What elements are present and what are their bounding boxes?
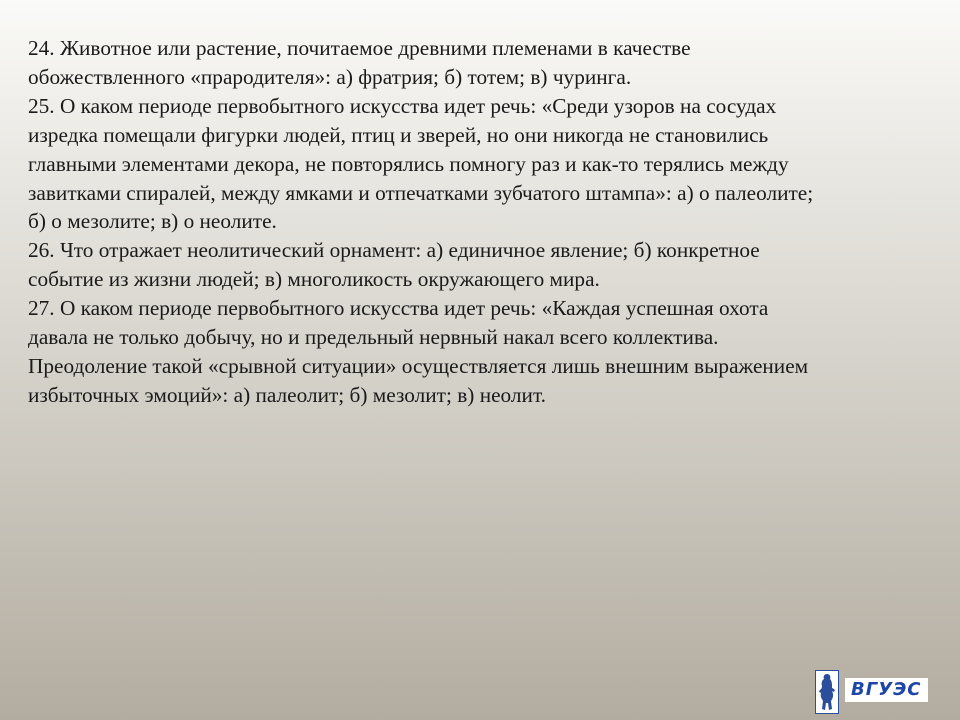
question-27	[28, 294, 928, 410]
question-25	[28, 92, 928, 237]
text-line: завитками спиралей, между ямками и отпечатками зубчатого штампа»: а) о палеолите;	[28, 180, 814, 205]
text-line: изредка помещали фигурки людей, птиц и зверей, но они никогда не становились	[28, 122, 769, 147]
slide-text	[28, 34, 928, 410]
statue-icon	[815, 670, 839, 714]
question-24	[28, 34, 928, 92]
text-line: обожествленного «прародителя»: а) фратрия; б) тотем; в) чуринга.	[28, 64, 632, 89]
text-line: 26. Что отражает неолитический орнамент: а) единичное явление; б) конкретное	[28, 238, 760, 263]
logo-text: ВГУЭС	[845, 678, 928, 702]
text-line: главными элементами декора, не повторялись помногу раз и как-то терялись между	[28, 151, 789, 176]
text-line: событие из жизни людей; в) многоликость окружающего мира.	[28, 267, 600, 292]
university-logo	[815, 670, 925, 714]
text-line: 24. Животное или растение, почитаемое древними племенами в качестве	[28, 36, 691, 60]
text-line: 27. О каком периоде первобытного искусства идет речь: «Каждая успешная охота	[28, 296, 769, 321]
text-line: 25. О каком периоде первобытного искусства идет речь: «Среди узоров на сосудах	[28, 93, 777, 118]
text-line: давала не только добычу, но и предельный нервный накал всего коллектива.	[28, 325, 719, 350]
question-26	[28, 236, 928, 294]
text-line: Преодоление такой «срывной ситуации» осуществляется лишь внешним выражением	[28, 353, 809, 378]
text-line: б) о мезолите; в) о неолите.	[28, 209, 277, 234]
text-line: избыточных эмоций»: а) палеолит; б) мезолит; в) неолит.	[28, 382, 546, 407]
